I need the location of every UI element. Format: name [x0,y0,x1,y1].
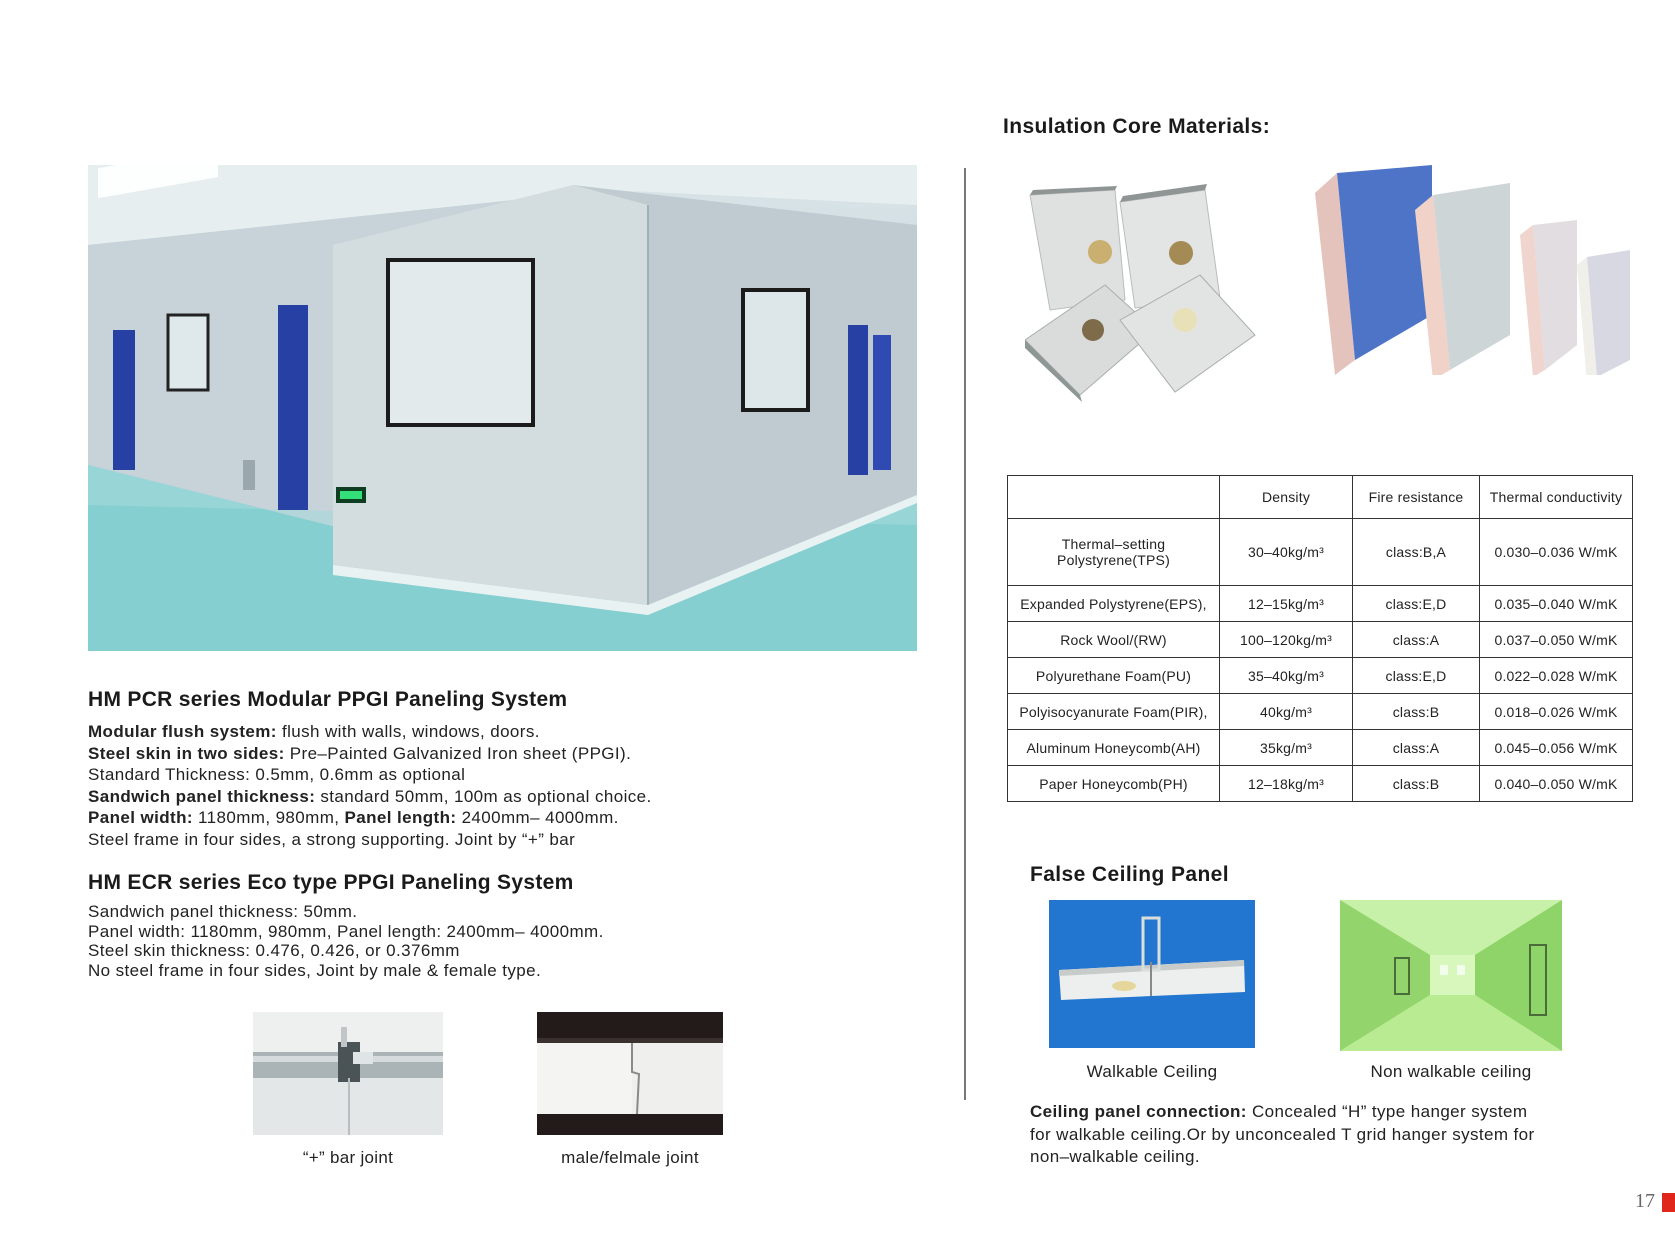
table-row [1008,658,1633,694]
table-header: Thermal conductivity [1480,476,1633,519]
ceiling-connection-text [1030,1101,1630,1169]
male-female-joint-photo [537,1012,723,1135]
material-cell: Polyisocyanurate Foam(PIR), [1008,694,1220,730]
fire-cell: class:B [1353,766,1480,802]
ceiling-line: non–walkable ceiling. [1030,1147,1201,1166]
ecr-line: Steel skin thickness: 0.476, 0.426, or 0.376mm [88,941,460,960]
conductivity-cell: 0.037–0.050 W/mK [1480,622,1633,658]
pcr-line: Standard Thickness: 0.5mm, 0.6mm as optional [88,765,466,784]
ecr-line: No steel frame in four sides, Joint by male & female type. [88,960,542,980]
green-corridor-photo [1340,900,1562,1051]
material-cell: Rock Wool/(RW) [1008,622,1220,658]
density-cell: 35–40kg/m³ [1220,658,1353,694]
walkable-ceiling-photo [1049,900,1255,1048]
density-cell: 30–40kg/m³ [1220,519,1353,586]
table-header: Fire resistance [1353,476,1480,519]
material-cell: Expanded Polystyrene(EPS), [1008,586,1220,622]
conductivity-cell: 0.035–0.040 W/mK [1480,586,1633,622]
table-row [1008,622,1633,658]
insulation-core-title: Insulation Core Materials: [1003,115,1271,138]
material-cell: Thermal–setting Polystyrene(TPS) [1008,519,1220,586]
pcr-line: Modular flush system: flush with walls, windows, doors. [88,722,540,741]
table-row [1008,766,1633,802]
conductivity-cell: 0.022–0.028 W/mK [1480,658,1633,694]
table-header: Density [1220,476,1353,519]
density-cell: 12–15kg/m³ [1220,586,1353,622]
walkable-ceiling-caption: Walkable Ceiling [1086,1062,1218,1081]
insulation-properties-table [1007,475,1633,802]
density-cell: 35kg/m³ [1220,730,1353,766]
plus-bar-joint-caption: “+” bar joint [302,1148,394,1167]
table-header [1008,476,1220,519]
fire-cell: class:A [1353,622,1480,658]
column-divider [964,168,966,1100]
pcr-line: Sandwich panel thickness: standard 50mm, 100m as optional choice. [88,786,652,806]
pcr-line: Panel width: 1180mm, 980mm, Panel length: 2400mm– 4000mm. [88,808,619,827]
density-cell: 40kg/m³ [1220,694,1353,730]
non-walkable-ceiling-caption: Non walkable ceiling [1370,1062,1532,1081]
fire-cell: class:E,D [1353,586,1480,622]
density-cell: 100–120kg/m³ [1220,622,1353,658]
conductivity-cell: 0.045–0.056 W/mK [1480,730,1633,766]
table-row [1008,694,1633,730]
fire-cell: class:E,D [1353,658,1480,694]
false-ceiling-title: False Ceiling Panel [1030,863,1229,886]
core-material-samples-photo [1315,165,1635,375]
fire-cell: class:B [1353,694,1480,730]
cleanroom-corridor-photo [88,165,917,651]
ecr-line: Panel width: 1180mm, 980mm, Panel length: 2400mm– 4000mm. [88,921,604,941]
table-row [1008,586,1633,622]
ecr-line: Sandwich panel thickness: 50mm. [88,902,358,921]
table-row [1008,519,1633,586]
material-cell: Paper Honeycomb(PH) [1008,766,1220,802]
page-number: 17 [1635,1190,1655,1212]
conductivity-cell: 0.040–0.050 W/mK [1480,766,1633,802]
ecr-series-title: HM ECR series Eco type PPGI Paneling System [88,871,574,894]
pcr-series-title: HM PCR series Modular PPGI Paneling System [88,688,568,711]
pcr-description [88,721,908,850]
material-cell: Polyurethane Foam(PU) [1008,658,1220,694]
fire-cell: class:A [1353,730,1480,766]
plus-bar-joint-photo [253,1012,443,1135]
pcr-line: Steel frame in four sides, a strong supporting. Joint by “+” bar [88,829,576,849]
ceiling-line: for walkable ceiling.Or by unconcealed T grid hanger system for [1030,1124,1535,1144]
page-marker [1662,1193,1675,1212]
conductivity-cell: 0.030–0.036 W/mK [1480,519,1633,586]
table-row [1008,730,1633,766]
ceiling-line: Ceiling panel connection: Concealed “H” type hanger system [1030,1102,1528,1121]
density-cell: 12–18kg/m³ [1220,766,1353,802]
sandwich-panel-samples-photo [1025,180,1265,405]
pcr-line: Steel skin in two sides: Pre–Painted Galvanized Iron sheet (PPGI). [88,743,632,763]
conductivity-cell: 0.018–0.026 W/mK [1480,694,1633,730]
table-header-row [1008,476,1633,519]
material-cell: Aluminum Honeycomb(AH) [1008,730,1220,766]
fire-cell: class:B,A [1353,519,1480,586]
ecr-description [88,902,908,980]
male-female-joint-caption: male/felmale joint [561,1148,699,1167]
